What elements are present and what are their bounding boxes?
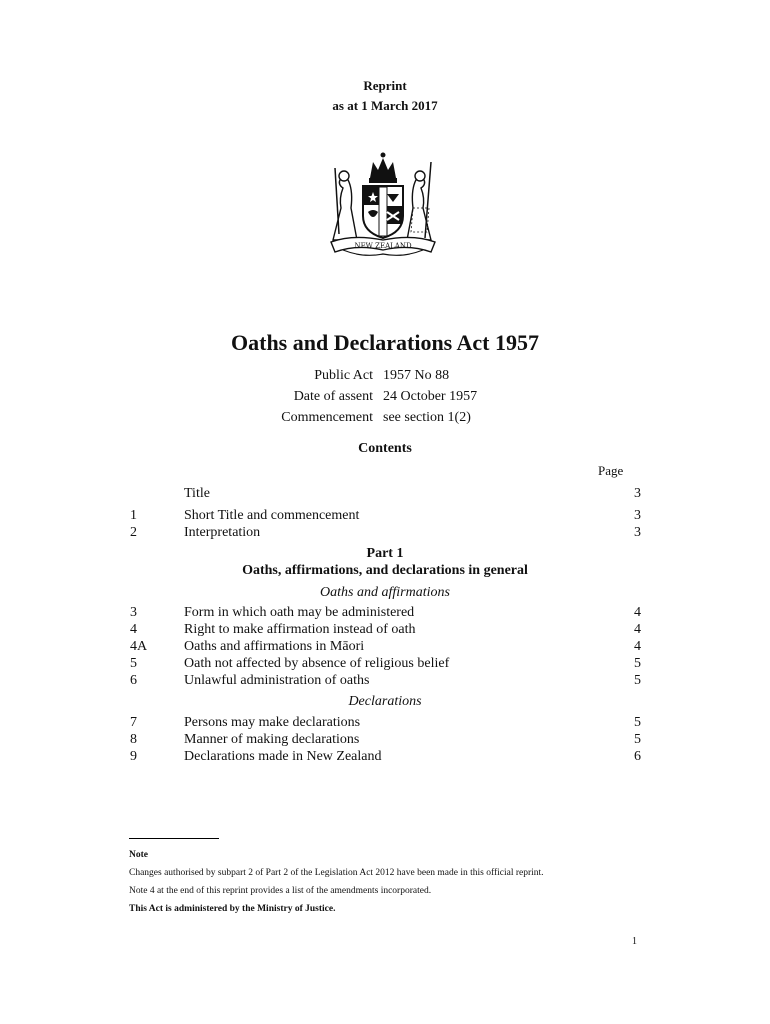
toc-page-number: 3 (634, 486, 641, 501)
toc-row[interactable] (0, 731, 770, 748)
toc-section-title: Oath not affected by absence of religious belief (184, 656, 450, 671)
toc-section-number: 3 (130, 605, 137, 620)
toc-row[interactable] (0, 638, 770, 655)
toc-section-number: 4 (130, 622, 137, 637)
toc-page-number: 3 (634, 525, 641, 540)
toc-section-title: Manner of making declarations (184, 732, 360, 747)
page-column-heading: Page (598, 463, 624, 478)
page-number: 1 (632, 936, 637, 947)
toc-row[interactable] (0, 748, 770, 765)
toc-section-title: Right to make affirmation instead of oath (184, 622, 416, 637)
toc-section-number: 9 (130, 749, 137, 764)
footnote-divider (129, 838, 219, 839)
toc-section-number: 2 (130, 525, 137, 540)
toc-row[interactable] (0, 604, 770, 621)
part-title: Oaths, affirmations, and declarations in general (242, 563, 528, 578)
reprint-header (0, 76, 770, 116)
toc-row[interactable] (0, 485, 770, 502)
toc-section-title: Short Title and commencement (184, 508, 360, 523)
toc-row[interactable] (0, 524, 770, 541)
reprint-label: Reprint (363, 78, 407, 93)
meta-label: Commencement (281, 410, 373, 425)
toc-row[interactable] (0, 714, 770, 731)
toc-section-title: Unlawful administration of oaths (184, 673, 370, 688)
note-heading: Note (129, 850, 148, 860)
meta-label: Public Act (314, 368, 373, 383)
toc-section-title: Oaths and affirmations in Māori (184, 639, 365, 654)
toc-page-number: 4 (634, 639, 641, 654)
toc-section-title: Form in which oath may be administered (184, 605, 415, 620)
subheading-oaths: Oaths and affirmations (320, 585, 450, 600)
note-line-amendments: Note 4 at the end of this reprint provides a list of the amendments incorporated. (129, 886, 432, 896)
meta-label: Date of assent (293, 389, 373, 404)
note-line-changes: Changes authorised by subpart 2 of Part 2 of the Legislation Act 2012 have been made in this official reprint. (129, 868, 544, 878)
act-title: Oaths and Declarations Act 1957 (231, 330, 539, 355)
new-zealand-coat-of-arms-icon (313, 148, 453, 260)
subheading-declarations: Declarations (348, 694, 422, 709)
toc-section-number: 7 (130, 715, 137, 730)
toc-row[interactable] (0, 655, 770, 672)
toc-row[interactable] (0, 507, 770, 524)
toc-section-number: 5 (130, 656, 137, 671)
toc-section-title: Declarations made in New Zealand (184, 749, 382, 764)
reprint-date: as at 1 March 2017 (332, 98, 438, 113)
meta-value: 24 October 1957 (383, 389, 478, 404)
crest-scroll-text: NEW ZEALAND (354, 242, 412, 250)
toc-page-number: 5 (634, 673, 641, 688)
note-line-administered: This Act is administered by the Ministry of Justice. (129, 904, 336, 914)
toc-section-number: 8 (130, 732, 137, 747)
toc-page-number: 4 (634, 622, 641, 637)
toc-page-number: 6 (634, 749, 641, 764)
toc-page-number: 5 (634, 732, 641, 747)
contents-heading: Contents (358, 441, 412, 456)
meta-value: 1957 No 88 (383, 368, 450, 383)
toc-row[interactable] (0, 621, 770, 638)
toc-section-title: Interpretation (184, 525, 261, 540)
toc-section-number: 6 (130, 673, 137, 688)
meta-value: see section 1(2) (383, 410, 471, 425)
toc-section-number: 1 (130, 508, 137, 523)
toc-page-number: 3 (634, 508, 641, 523)
toc-page-number: 4 (634, 605, 641, 620)
toc-row[interactable] (0, 672, 770, 689)
toc-section-title: Persons may make declarations (184, 715, 361, 730)
part-label: Part 1 (366, 546, 404, 561)
toc-page-number: 5 (634, 715, 641, 730)
toc-section-number: 4A (130, 639, 148, 654)
toc-section-title: Title (184, 486, 210, 501)
toc-page-number: 5 (634, 656, 641, 671)
